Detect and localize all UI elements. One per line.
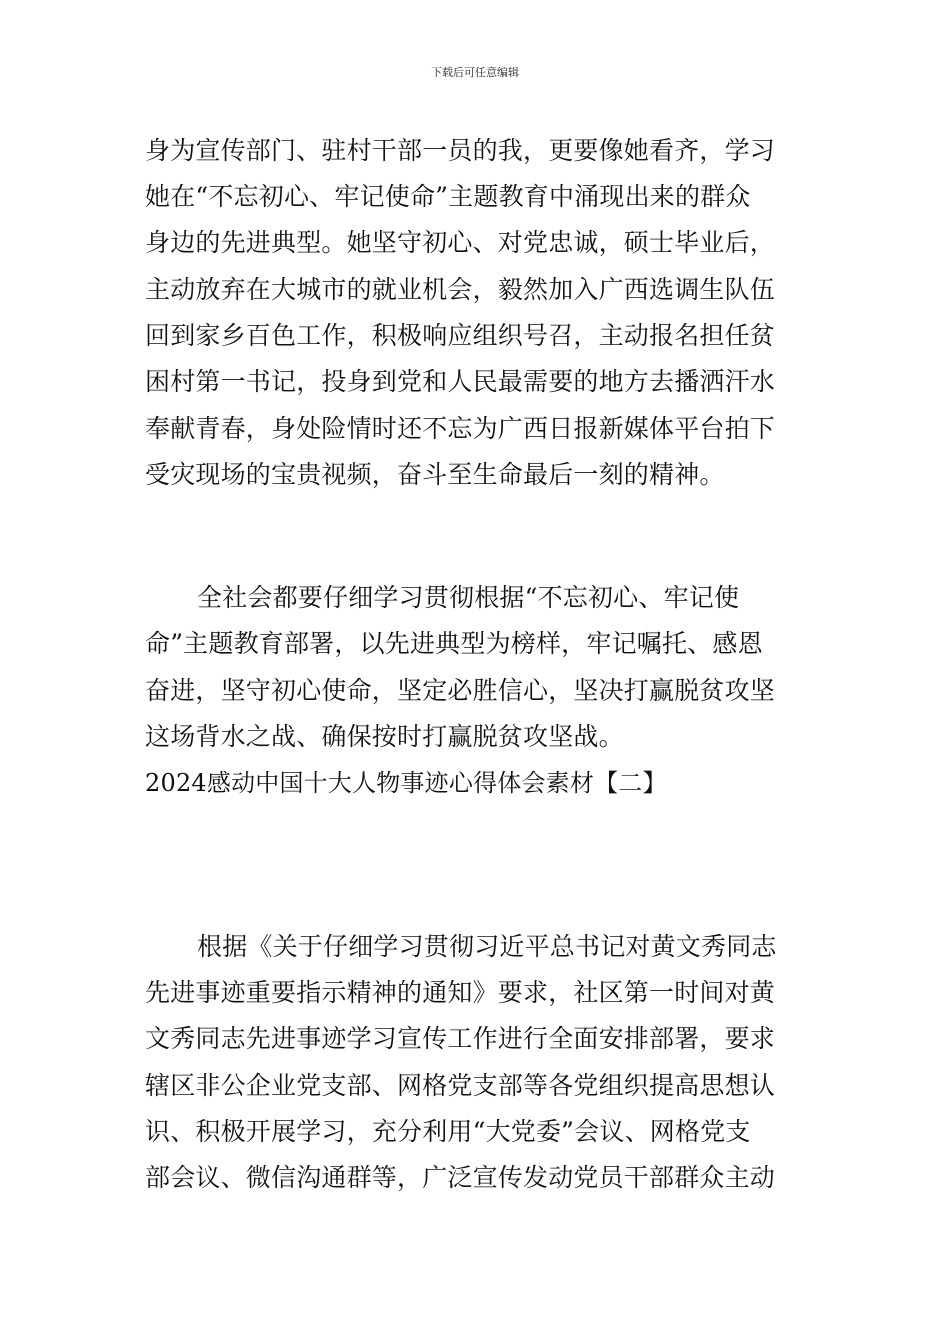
paragraph-1-line-5: 回到家乡百色工作，积极响应组织号召，主动报名担任贫 [145, 321, 776, 350]
paragraph-2-line-2: 命”主题教育部署，以先进典型为榜样，牢记嘱托、感恩 [145, 629, 763, 658]
paragraph-2-line-4: 这场背水之战、确保按时打赢脱贫攻坚战。 [145, 722, 624, 751]
paragraph-2-line-1: 全社会都要仔细学习贯彻根据“不忘初心、牢记使 [197, 583, 740, 612]
section-heading: 2024感动中国十大人物事迹心得体会素材【二】 [145, 769, 667, 797]
paragraph-3-line-5: 识、积极开展学习，充分利用“大党委”会议、网格党支 [145, 1117, 751, 1146]
paragraph-3-line-6: 部会议、微信沟通群等，广泛宣传发动党员干部群众主动 [145, 1163, 776, 1192]
paragraph-1-line-4: 主动放弃在大城市的就业机会，毅然加入广西选调生队伍 [145, 275, 776, 304]
paragraph-2-line-3: 奋进，坚守初心使命，坚定必胜信心，坚决打赢脱贫攻坚 [145, 676, 776, 705]
paragraph-1-line-6: 困村第一书记，投身到党和人民最需要的地方去播洒汗水 [145, 367, 776, 396]
page-header: 下载后可任意编辑 [431, 66, 519, 79]
paragraph-3-line-3: 文秀同志先进事迹学习宣传工作进行全面安排部署，要求 [145, 1024, 776, 1053]
paragraph-1-line-8: 受灾现场的宝贵视频，奋斗至生命最后一刻的精神。 [145, 460, 725, 489]
paragraph-3-line-4: 辖区非公企业党支部、网格党支部等各党组织提高思想认 [145, 1071, 776, 1100]
paragraph-1-line-7: 奉献青春，身处险情时还不忘为广西日报新媒体平台拍下 [145, 414, 776, 443]
paragraph-1-line-1: 身为宣传部门、驻村干部一员的我，更要像她看齐，学习 [145, 136, 776, 165]
paragraph-3-line-1: 根据《关于仔细学习贯彻习近平总书记对黄文秀同志 [197, 932, 777, 961]
paragraph-3-line-2: 先进事迹重要指示精神的通知》要求，社区第一时间对黄 [145, 978, 776, 1007]
paragraph-1-line-3: 身边的先进典型。她坚守初心、对党忠诚，硕士毕业后， [145, 228, 776, 257]
paragraph-1-line-2: 她在“不忘初心、牢记使命”主题教育中涌现出来的群众 [145, 182, 751, 211]
